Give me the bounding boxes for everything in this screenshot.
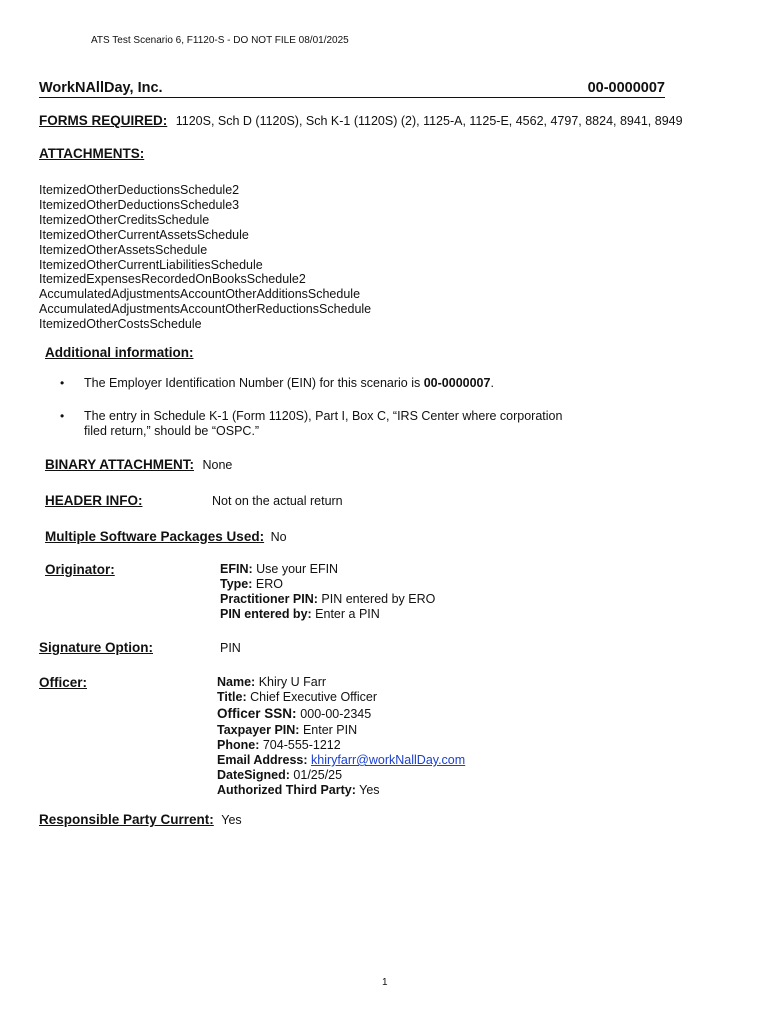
multiple-software-value: No (270, 530, 287, 544)
forms-required-value: 1120S, Sch D (1120S), Sch K-1 (1120S) (2), 1125-A, 1125-E, 4562, 4797, 8824, 8941, 8949 (175, 114, 683, 128)
bullet-2-line-2: filed return,” should be “OSPC.” (84, 424, 260, 438)
attachment-item: ItemizedOtherCurrentLiabilitiesSchedule (39, 257, 263, 272)
bullet-1-text: The Employer Identification Number (EIN) for this scenario is (84, 376, 424, 390)
attachment-item: ItemizedOtherDeductionsSchedule3 (39, 197, 240, 212)
forms-required-label: FORMS REQUIRED: (39, 113, 168, 128)
bullet-dot: • (60, 409, 65, 423)
company-name: WorkNAllDay, Inc. (39, 80, 163, 96)
officer-email-link[interactable]: khiryfarr@workNallDay.com (311, 753, 466, 767)
signature-option-label: Signature Option: (39, 640, 153, 655)
additional-info-label: Additional information: (45, 345, 194, 360)
originator-type: Type: ERO (220, 577, 283, 591)
attachment-item: ItemizedExpensesRecordedOnBooksSchedule2 (39, 272, 306, 287)
attachment-item: ItemizedOtherCreditsSchedule (39, 212, 210, 227)
company-ein: 00-0000007 (587, 80, 665, 96)
bullet-dot: • (60, 376, 65, 390)
multiple-software-section (45, 529, 287, 545)
originator-label: Originator: (45, 562, 115, 577)
attachment-item: ItemizedOtherAssetsSchedule (39, 242, 208, 257)
attachments-label: ATTACHMENTS: (39, 146, 145, 161)
document-header-line: ATS Test Scenario 6, F1120-S - DO NOT FILE 08/01/2025 (91, 35, 349, 46)
attachment-item: ItemizedOtherCostsSchedule (39, 317, 202, 332)
attachment-item: ItemizedOtherDeductionsSchedule2 (39, 183, 240, 197)
attachments-list (39, 183, 371, 332)
binary-attachment-label: BINARY ATTACHMENT: (45, 457, 194, 472)
officer-name: Name: Khiry U Farr (217, 675, 327, 689)
forms-required-section (39, 113, 683, 128)
officer-email: Email Address: khiryfarr@workNallDay.com (217, 753, 466, 767)
bullet-1-end: . (490, 376, 494, 390)
bullet-2-line-1: The entry in Schedule K-1 (Form 1120S), Part I, Box C, “IRS Center where corporation (84, 409, 563, 423)
officer-third-party: Authorized Third Party: Yes (217, 783, 380, 797)
additional-info-bullet-2 (84, 409, 562, 439)
multiple-software-label: Multiple Software Packages Used: (45, 529, 265, 544)
officer-details (217, 675, 465, 798)
page-number: 1 (382, 977, 388, 988)
responsible-party-label: Responsible Party Current: (39, 812, 214, 827)
originator-practitioner-pin: Practitioner PIN: PIN entered by ERO (220, 592, 436, 606)
officer-taxpayer-pin: Taxpayer PIN: Enter PIN (217, 723, 358, 737)
additional-info-bullet-1 (84, 376, 494, 391)
originator-details (220, 562, 435, 622)
responsible-party-value: Yes (221, 813, 242, 827)
officer-title: Title: Chief Executive Officer (217, 690, 378, 704)
attachment-item: ItemizedOtherCurrentAssetsSchedule (39, 227, 249, 242)
attachment-item: AccumulatedAdjustmentsAccountOtherAdditionsSchedule (39, 287, 361, 302)
officer-phone: Phone: 704-555-1212 (217, 738, 341, 752)
attachment-item: AccumulatedAdjustmentsAccountOtherReductionsSchedule (39, 302, 372, 317)
binary-attachment-section (45, 457, 232, 473)
originator-pin-entered-by: PIN entered by: Enter a PIN (220, 607, 380, 621)
officer-date-signed: DateSigned: 01/25/25 (217, 768, 343, 782)
officer-ssn: Officer SSN: 000-00-2345 (217, 706, 372, 721)
responsible-party-section (39, 812, 242, 828)
bullet-1-ein: 00-0000007 (423, 376, 491, 390)
header-info-label: HEADER INFO: (45, 493, 143, 508)
header-info-value: Not on the actual return (212, 494, 343, 508)
signature-option-value: PIN (220, 641, 241, 655)
company-header (39, 80, 665, 98)
binary-attachment-value: None (202, 458, 233, 472)
officer-label: Officer: (39, 675, 88, 690)
originator-efin: EFIN: Use your EFIN (220, 562, 339, 576)
